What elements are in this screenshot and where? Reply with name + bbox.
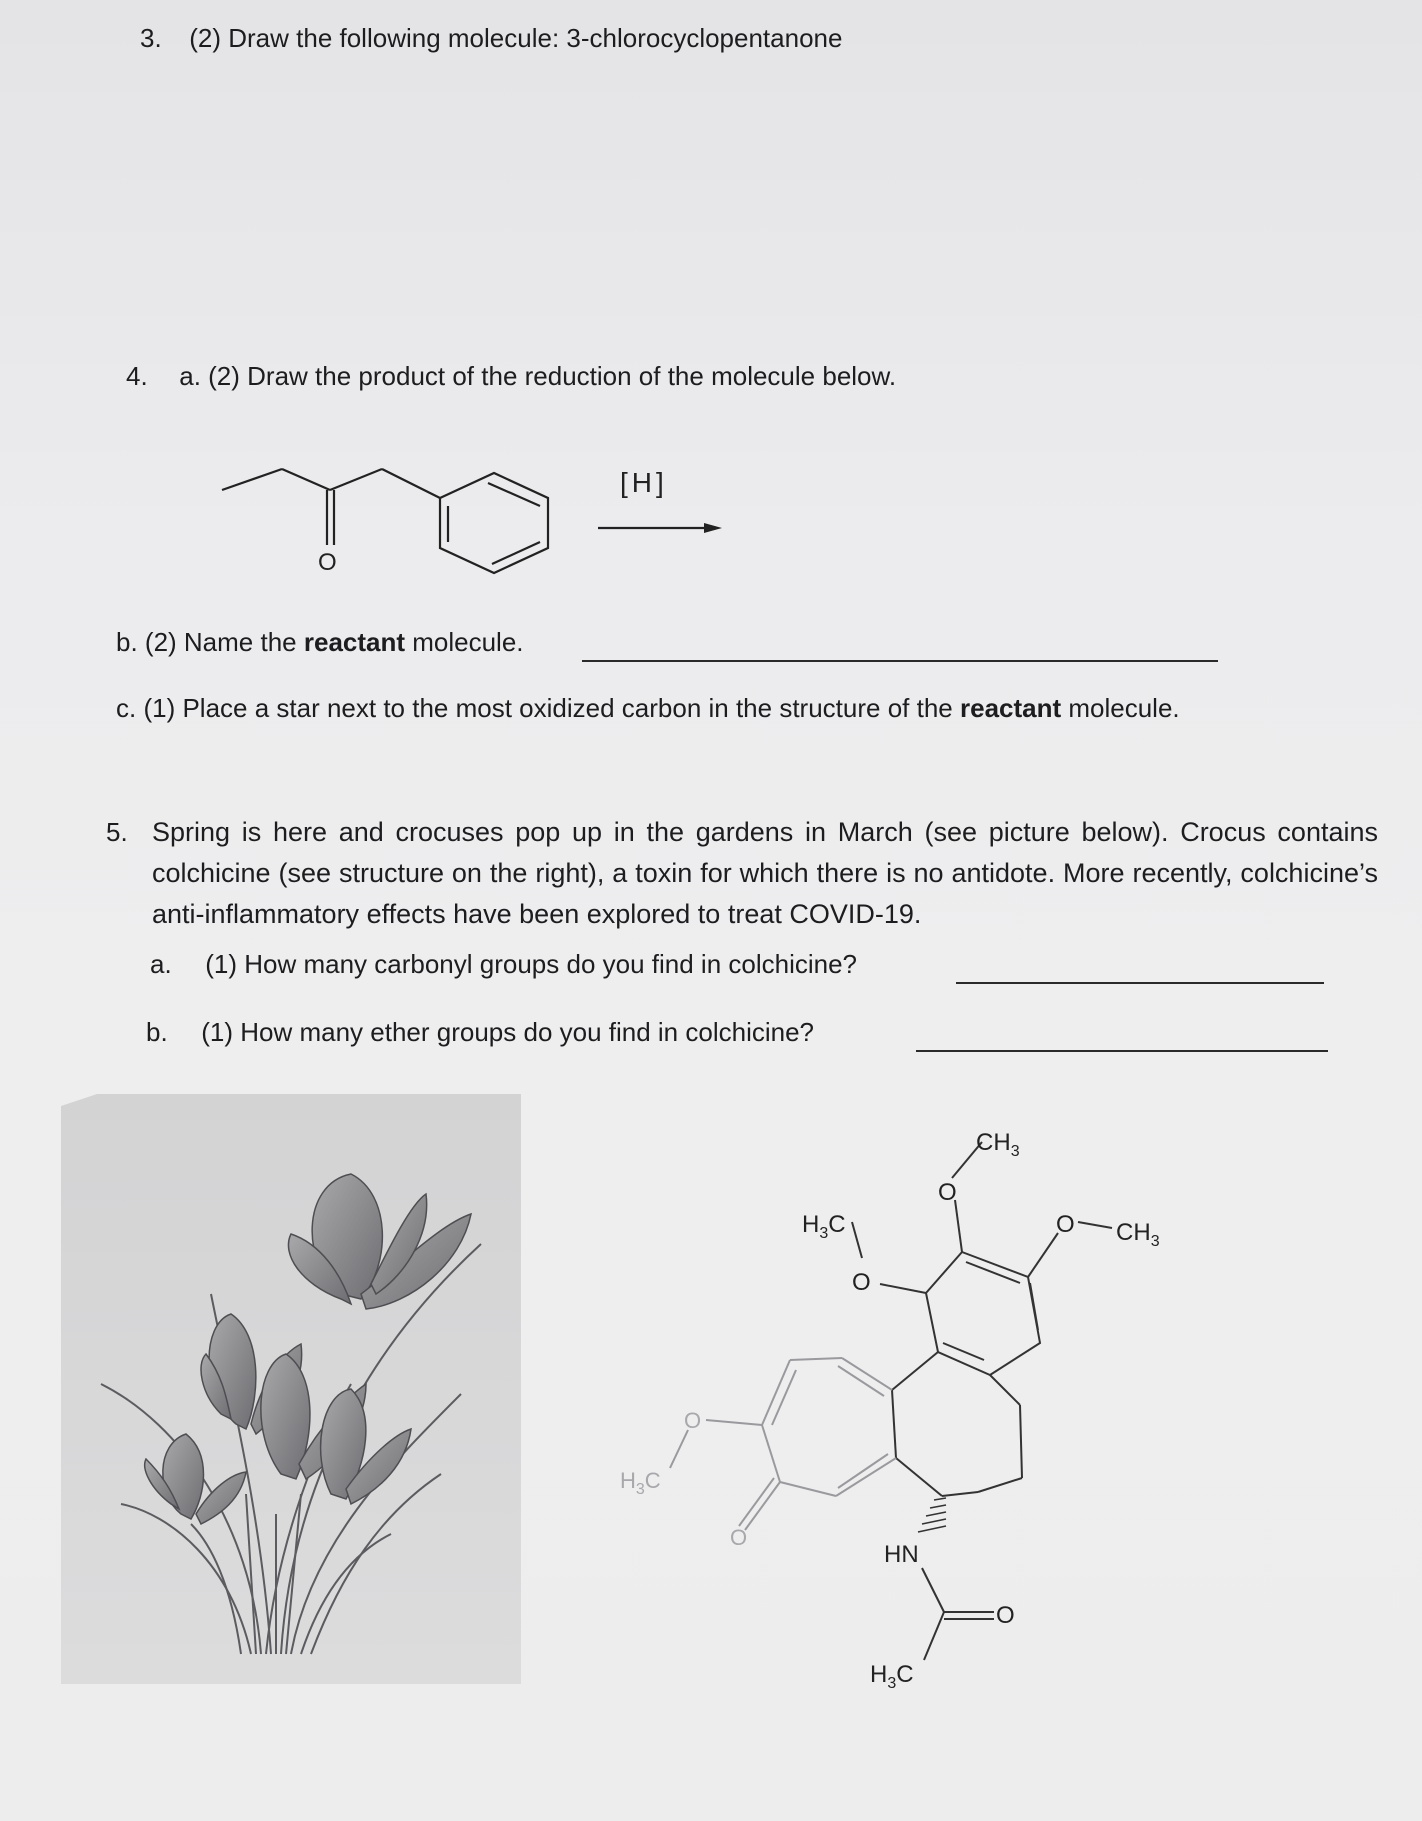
o-faded-ether-label: O	[684, 1408, 702, 1433]
question-label: a.	[150, 949, 172, 979]
question-5a	[150, 948, 857, 980]
reactant-structure	[200, 450, 740, 600]
question-text: (1) How many carbonyl groups do you find in colchicine?	[205, 949, 858, 979]
crocus-image	[61, 1094, 521, 1684]
reagent-label: [H]	[620, 467, 668, 498]
carbonyl-oxygen-label: O	[318, 549, 337, 576]
h3c-faded-label: $H_3C$	[620, 1468, 661, 1498]
ch3-top-label: $CH_3$	[976, 1129, 1020, 1160]
question-text: a. (2) Draw the product of the reduction of the molecule below.	[179, 361, 897, 391]
question-label: b.	[146, 1017, 168, 1047]
question-3	[140, 22, 842, 54]
o-top-label: O	[938, 1179, 957, 1206]
question-text-suffix: molecule.	[405, 627, 524, 657]
answer-line-5b[interactable]	[916, 1050, 1328, 1052]
question-text-prefix: b. (2) Name the	[116, 627, 304, 657]
answer-line-5a[interactable]	[956, 982, 1324, 984]
question-4a	[126, 360, 896, 392]
o-faded-carbonyl-label: O	[730, 1525, 748, 1550]
question-5-paragraph: Spring is here and crocuses pop up in the gardens in March (see picture below). Crocus contains colchicine (see structure on the right), a toxin for which there is no antidote. More recently, colchicine’s anti-inflammatory effects have been explored to treat COVID-19.	[152, 817, 1378, 929]
h3c-left-label: $H_3C$	[802, 1211, 846, 1242]
question-text-suffix: molecule.	[1061, 693, 1180, 723]
ch3-right-label: $CH_3$	[1116, 1219, 1160, 1250]
question-text: (2) Draw the following molecule: 3-chlorocyclopentanone	[189, 23, 843, 53]
question-number: 3.	[140, 23, 162, 53]
colchicine-structure	[600, 1120, 1200, 1700]
question-text: (1) How many ether groups do you find in colchicine?	[201, 1017, 814, 1047]
question-text-bold: reactant	[303, 627, 406, 657]
question-5-number: 5.	[106, 817, 128, 847]
question-4b	[116, 626, 524, 658]
o-amide-label: O	[996, 1602, 1015, 1629]
question-5b	[146, 1016, 814, 1048]
question-text-prefix: c. (1) Place a star next to the most oxidized carbon in the structure of the	[116, 693, 960, 723]
question-text-bold: reactant	[959, 693, 1062, 723]
o-right-label: O	[1056, 1211, 1075, 1238]
answer-line-4b[interactable]	[582, 660, 1218, 662]
o-left-label: O	[852, 1269, 871, 1296]
hn-label: HN	[884, 1541, 919, 1568]
question-number: 4.	[126, 361, 148, 391]
h3c-bottom-label: $H_3C$	[870, 1661, 914, 1692]
question-4c	[116, 692, 1180, 724]
